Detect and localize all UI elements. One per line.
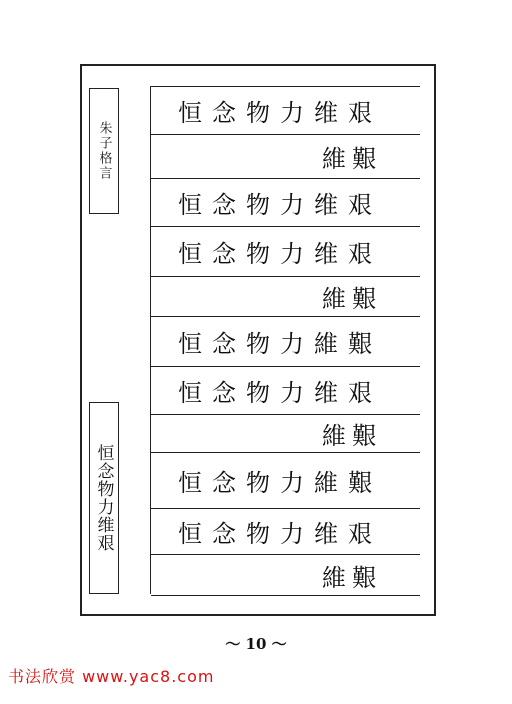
- side-label-bottom: 恒念物力维艰: [89, 402, 119, 594]
- practice-row: 維艱: [151, 554, 420, 596]
- practice-row: 恒念物力维艰: [151, 178, 420, 226]
- watermark-link[interactable]: 书法欣赏 www.yac8.com: [8, 667, 215, 686]
- practice-row: 恒念物力维艰: [151, 366, 420, 414]
- practice-rows: [150, 86, 420, 594]
- side-label-top: 朱子格言: [89, 88, 119, 214]
- practice-row: 恒念物力維艱: [151, 452, 420, 508]
- practice-row: 恒念物力維艱: [151, 316, 420, 366]
- side-column: [82, 66, 152, 614]
- practice-row: 恒念物力维艰: [151, 508, 420, 554]
- practice-row: 維艱: [151, 414, 420, 452]
- practice-row: 維艱: [151, 134, 420, 178]
- practice-row: 恒念物力维艰: [151, 86, 420, 134]
- practice-row: 恒念物力维艰: [151, 226, 420, 276]
- practice-row: 維艱: [151, 276, 420, 316]
- page-number: ～ 10 ～: [225, 635, 287, 653]
- page-frame: [80, 64, 436, 616]
